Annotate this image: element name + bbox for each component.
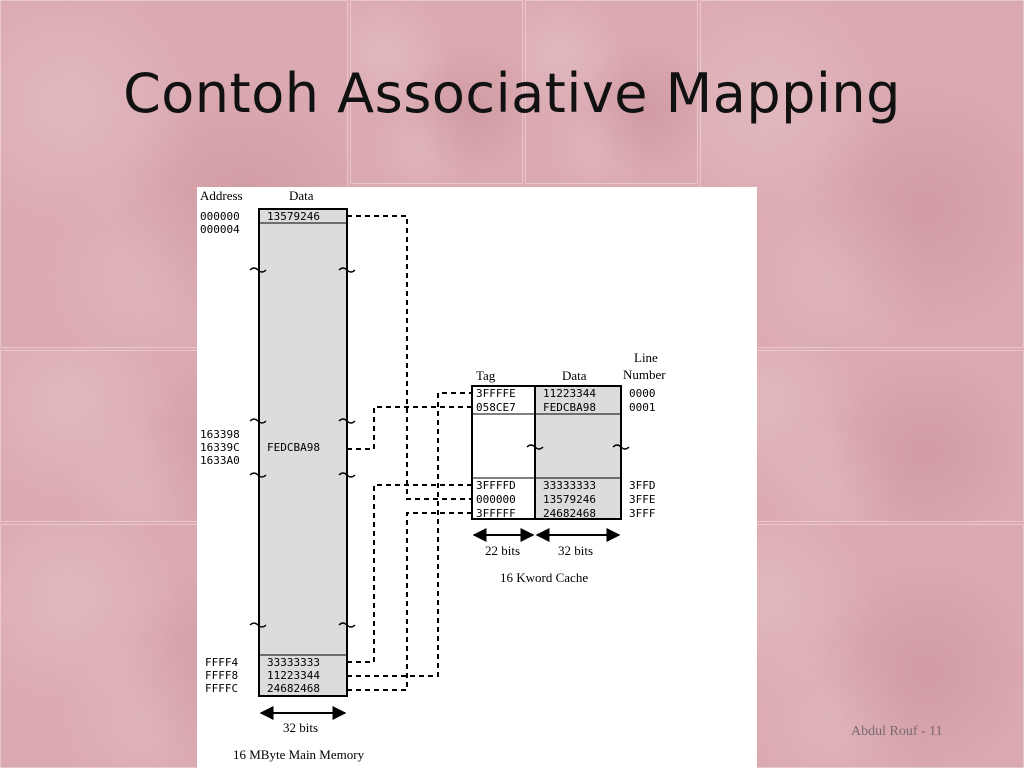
cache-tag: 3FFFFD	[476, 479, 516, 492]
cache-tag-width-label: 22 bits	[485, 543, 521, 558]
slide-footer: Abdul Rouf - 11	[851, 724, 943, 739]
diagram-canvas	[197, 187, 757, 768]
memory-word: FEDCBA98	[267, 441, 320, 454]
memory-word: 24682468	[267, 682, 320, 695]
address-label: FFFF4	[205, 656, 239, 669]
cache-data: 24682468	[543, 507, 596, 520]
main-memory-data-header: Data	[289, 188, 314, 203]
address-label: 1633A0	[200, 454, 240, 467]
main-memory-width-label: 32 bits	[283, 720, 319, 735]
cache-line-number: 3FFF	[629, 507, 656, 520]
cache-tag: 000000	[476, 493, 516, 506]
mapping-connectors	[347, 216, 472, 690]
cache-line-number: 0001	[629, 401, 656, 414]
address-label: 000000	[200, 210, 240, 223]
main-memory-caption: 16 MByte Main Memory	[233, 747, 365, 762]
memory-word: 11223344	[267, 669, 320, 682]
address-label: FFFFC	[205, 682, 239, 695]
cache-tag: 3FFFFE	[476, 387, 516, 400]
address-label: 16339C	[200, 441, 240, 454]
main-memory-address-header: Address	[200, 188, 243, 203]
cache-data-width-label: 32 bits	[558, 543, 594, 558]
cache-data: 33333333	[543, 479, 596, 492]
cache-data: FEDCBA98	[543, 401, 596, 414]
slide-title: Contoh Associative Mapping	[123, 62, 901, 125]
address-label: FFFF8	[205, 669, 239, 682]
cache-tag-header: Tag	[476, 368, 496, 383]
main-memory-addresses	[200, 210, 240, 695]
cache-number-header: Number	[623, 367, 666, 382]
memory-word: 33333333	[267, 656, 320, 669]
cache-caption: 16 Kword Cache	[500, 570, 589, 585]
cache-line-number: 3FFD	[629, 479, 656, 492]
cache-data: 11223344	[543, 387, 596, 400]
memory-word: 13579246	[267, 210, 320, 223]
address-label: 163398	[200, 428, 240, 441]
cache-line-header: Line	[634, 350, 658, 365]
cache-line-number: 0000	[629, 387, 656, 400]
address-label: 000004	[200, 223, 240, 236]
cache-data: 13579246	[543, 493, 596, 506]
cache-data-header: Data	[562, 368, 587, 383]
associative-mapping-diagram	[197, 187, 757, 768]
cache-tag: 058CE7	[476, 401, 516, 414]
cache-line-number: 3FFE	[629, 493, 656, 506]
cache-tag: 3FFFFF	[476, 507, 516, 520]
